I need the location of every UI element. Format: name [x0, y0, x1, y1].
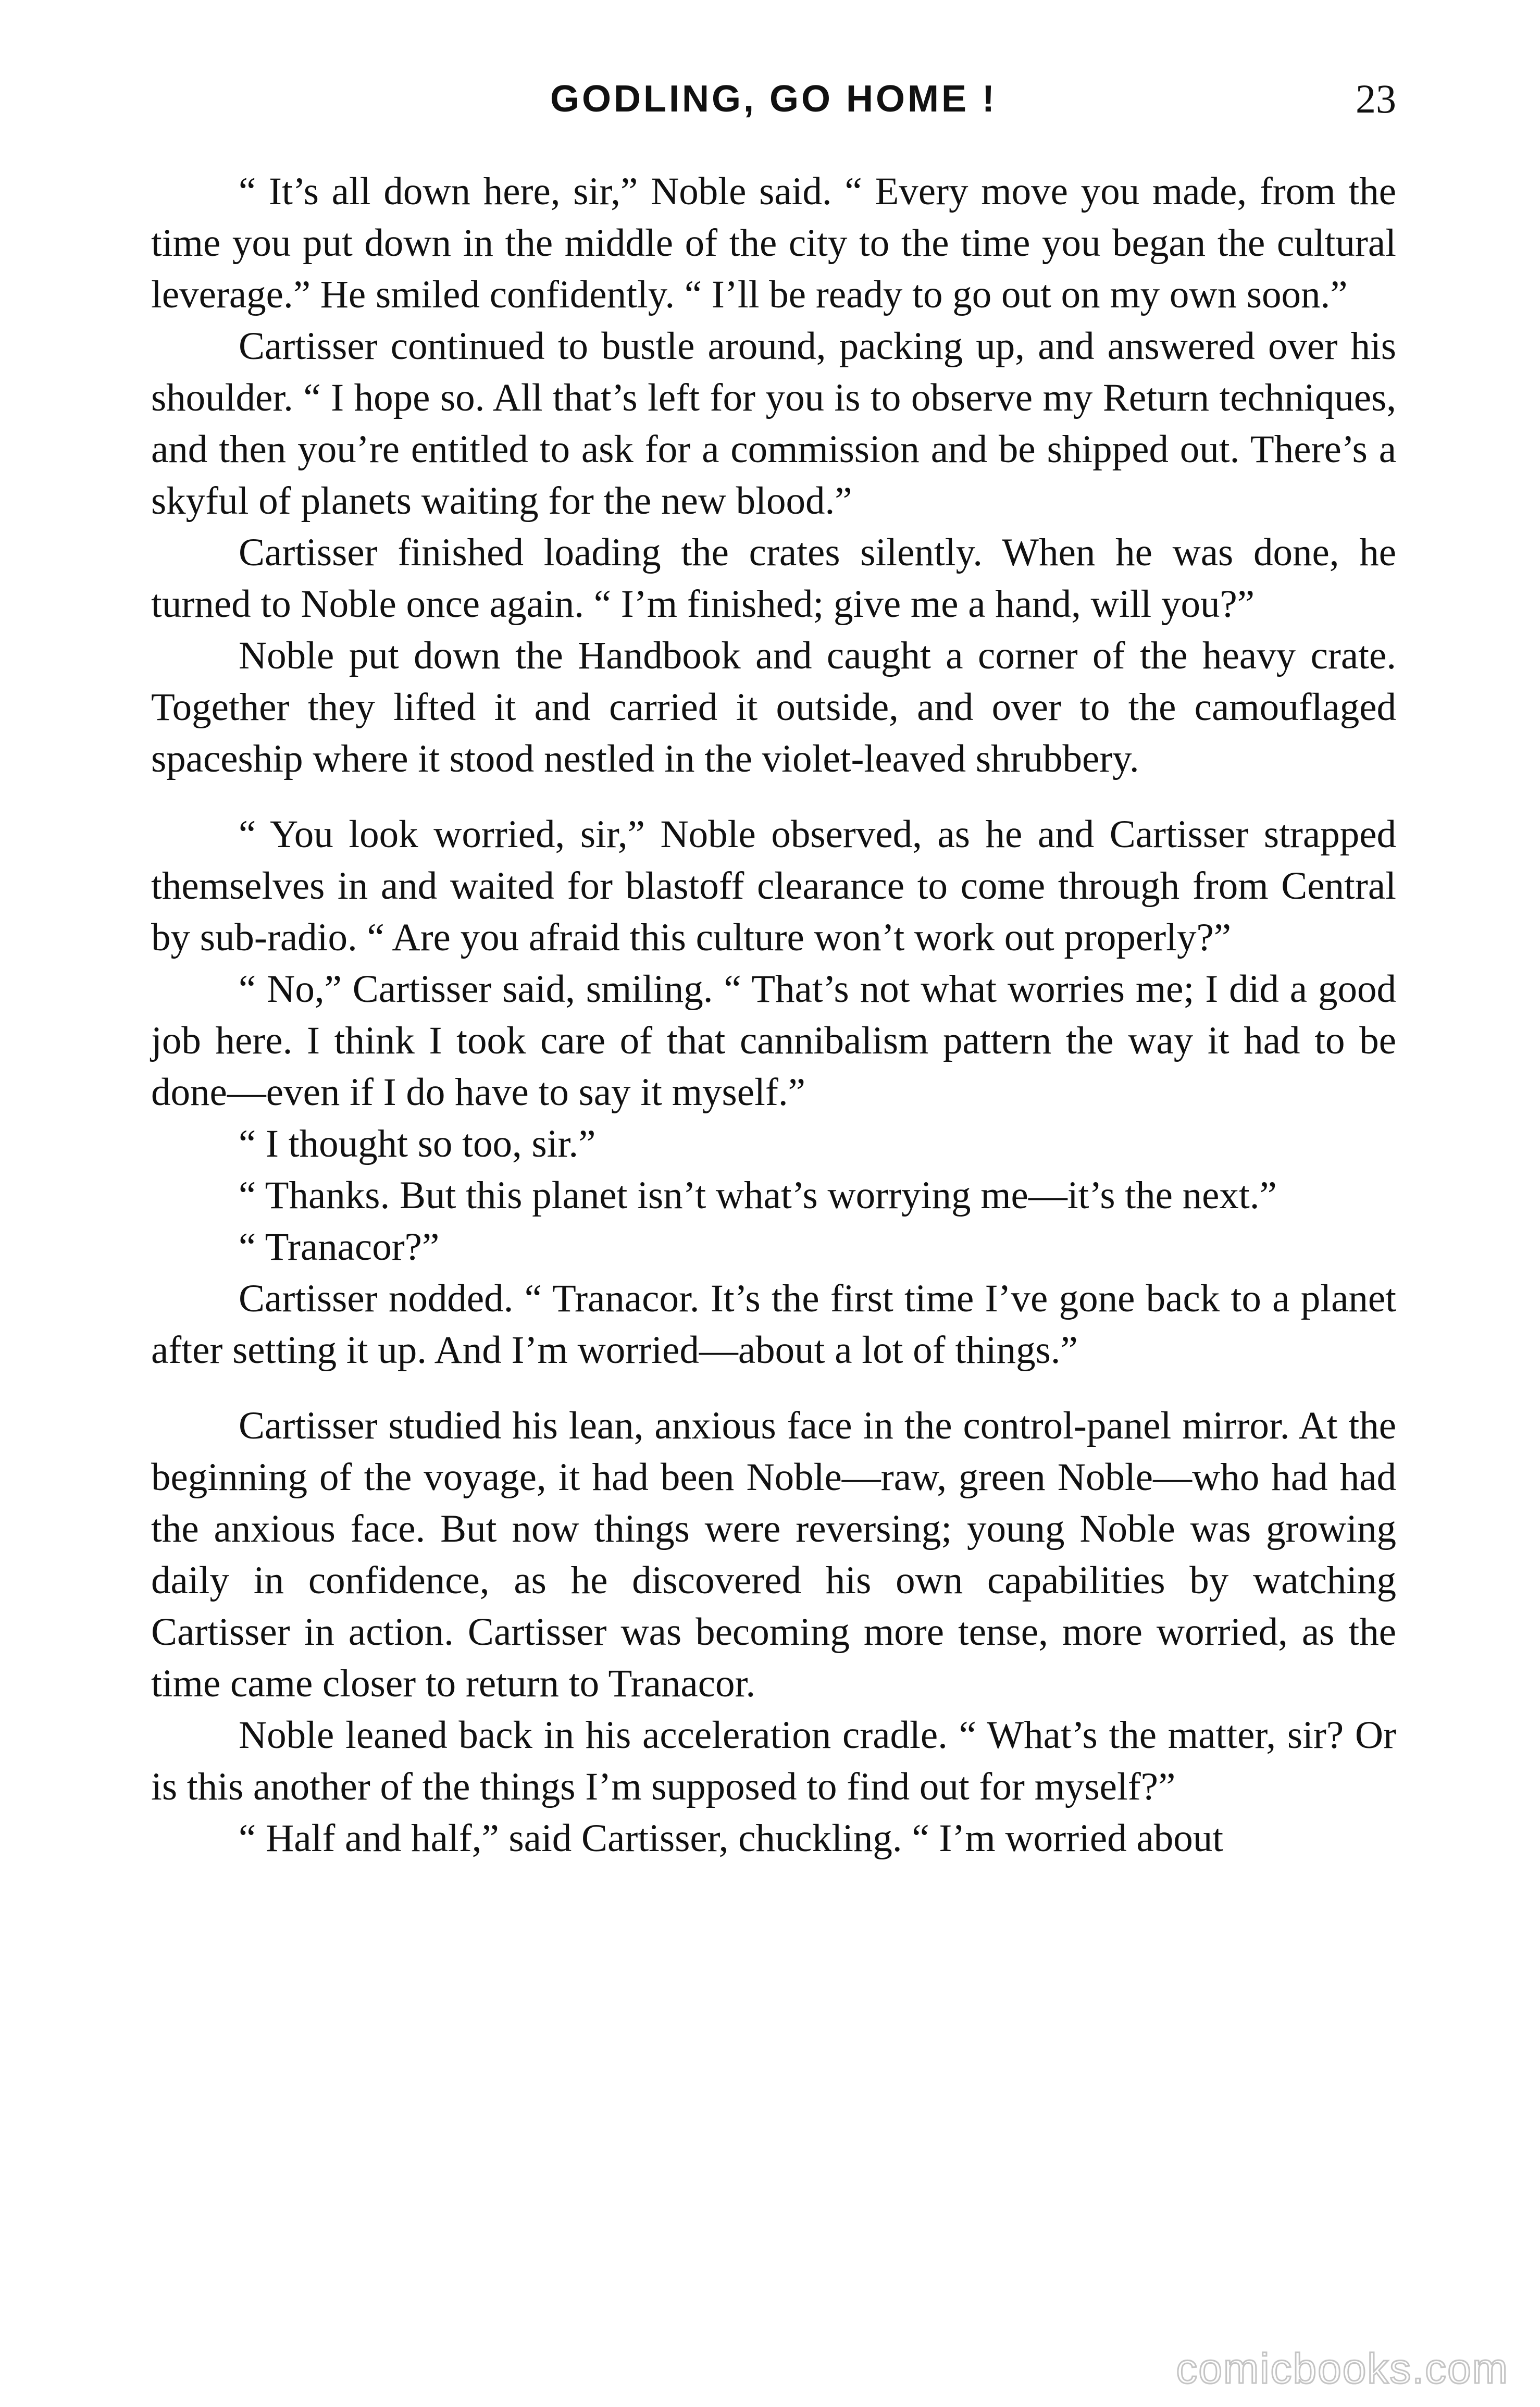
paragraph-carrying-crate: Noble put down the Handbook and caught a corner of the heavy crate. Together they lifted it and carried it outside, and over to the camouflaged spaceship where it stood nestled in the violet-leaved shrubbery.	[151, 634, 1396, 780]
paragraph-noble-handbook: “ It’s all down here, sir,” Noble said. “ Every move you made, from the time you put down in the middle of the city to the time you began the cultural leverage.” He smiled confidently. “ I’ll be ready to go out on my own soon.”	[151, 170, 1396, 316]
paragraph-cartisser-smiling: “ No,” Cartisser said, smiling. “ That’s not what worries me; I did a good job here. I think I took care of that cannibalism pattern the way it had to be done—even if I do have to say it myself.”	[151, 967, 1396, 1114]
paragraph-cartisser-nodded: Cartisser nodded. “ Tranacor. It’s the first time I’ve gone back to a planet after setting it up. And I’m worried—about a lot of things.”	[151, 1277, 1396, 1372]
paragraph-you-look-worried: “ You look worried, sir,” Noble observed, as he and Cartisser strapped themselves in and waited for blastoff clearance to come through from Central by sub-radio. “ Are you afraid this culture won’t work out properly?”	[151, 813, 1396, 959]
body-text	[151, 166, 1396, 1864]
paragraph-acceleration-cradle: Noble leaned back in his acceleration cradle. “ What’s the matter, sir? Or is this another of the things I’m supposed to find out for myself?”	[151, 1714, 1396, 1808]
paragraph-cartisser-packing: Cartisser continued to bustle around, packing up, and answered over his shoulder. “ I hope so. All that’s left for you is to observe my Return techniques, and then you’re entitled to ask for a commission and be shipped out. There’s a skyful of planets waiting for the new blood.”	[151, 325, 1396, 523]
paragraph-mirror: Cartisser studied his lean, anxious face in the control-panel mirror. At the beginning of the voyage, it had been Noble—raw, green Noble—who had had the anxious face. But now things were reversing; young Noble was growing daily in confidence, as he discovered his own capabilities by watching Cartisser in action. Cartisser was becoming more tense, more worried, as the time came closer to return to Tranacor.	[151, 1404, 1396, 1705]
paragraph-i-thought-so: “ I thought so too, sir.”	[239, 1122, 596, 1165]
paragraph-half-and-half: “ Half and half,” said Cartisser, chuckling. “ I’m worried about	[239, 1817, 1224, 1860]
paragraph-thanks: “ Thanks. But this planet isn’t what’s worrying me—it’s the next.”	[239, 1174, 1277, 1217]
paragraph-tranacor-question: “ Tranacor?”	[239, 1225, 440, 1269]
page-number: 23	[1356, 76, 1396, 121]
running-head	[151, 70, 1396, 128]
watermark: comicbooks.com	[1176, 2345, 1509, 2392]
chapter-title: GODLING, GO HOME !	[550, 78, 997, 120]
paragraph-loading-crates: Cartisser finished loading the crates silently. When he was done, he turned to Noble once again. “ I’m finished; give me a hand, will you?”	[151, 531, 1396, 626]
